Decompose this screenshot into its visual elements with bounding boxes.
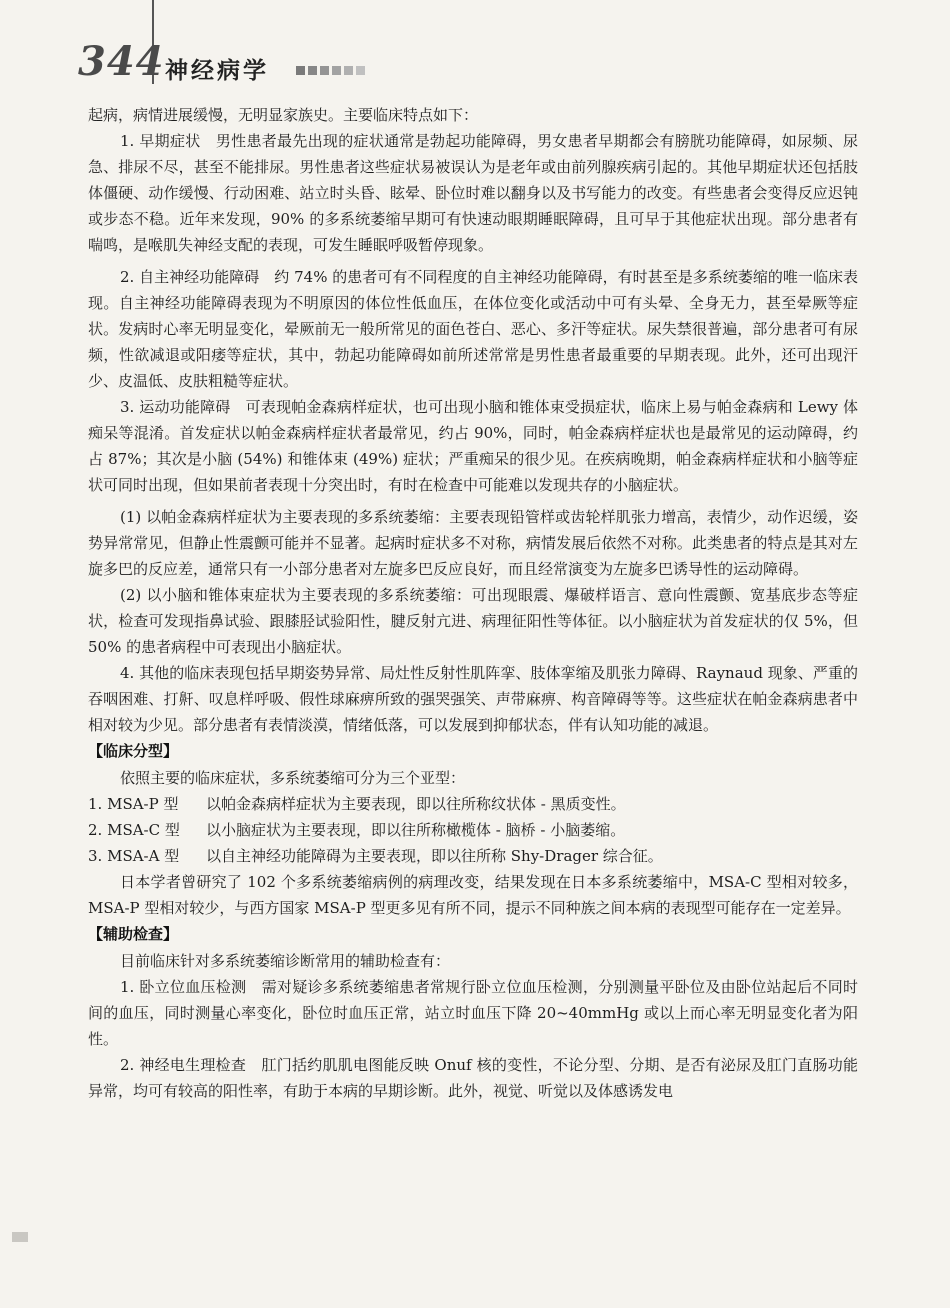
paragraph-intro: 起病，病情进展缓慢，无明显家族史。主要临床特点如下： bbox=[88, 106, 479, 124]
paragraph-motor-dysfunction: 3. 运动功能障碍 可表现帕金森病样症状，也可出现小脑和锥体束受损症状，临床上易与帕金森病和 Lewy 体痴呆等混淆。首发症状以帕金森病样症状者最常见，约占 90%，同时，帕金森病样症状也是最常见的运动障碍，约占 87%；其次是小脑 (54%) 和锥体束 (49%) 症状；严重痴呆的很少见。在疾病晚期，帕金森病样症状和小脑等症状可同时出现，但如果前者表现十分突出时，有时在检查中可能难以发现共存的小脑症状。 bbox=[88, 398, 858, 494]
subtype-msa-c bbox=[88, 817, 858, 843]
margin-mark bbox=[12, 1232, 28, 1242]
header-dot bbox=[356, 66, 365, 75]
subtype-name: 2. MSA-C 型 bbox=[88, 821, 180, 839]
header-dot bbox=[320, 66, 329, 75]
subtype-msa-p bbox=[88, 791, 858, 817]
paragraph-msa-cerebellar: (2) 以小脑和锥体束症状为主要表现的多系统萎缩：可出现眼震、爆破样语言、意向性震颤、宽基底步态等症状，检查可发现指鼻试验、跟膝胫试验阳性，腱反射亢进、病理征阳性等体征。以小脑症状为首发症状的仅 5%，但 50% 的患者病程中可表现出小脑症状。 bbox=[88, 586, 858, 656]
page-number: 344 bbox=[78, 38, 165, 85]
heading-auxiliary-exams: 【辅助检查】 bbox=[88, 925, 179, 943]
page-body bbox=[88, 102, 858, 1104]
clinical-types-intro: 依照主要的临床症状，多系统萎缩可分为三个亚型： bbox=[120, 769, 466, 787]
book-title: 神经病学 bbox=[165, 58, 269, 84]
paragraph-early-symptoms: 1. 早期症状 男性患者最先出现的症状通常是勃起功能障碍，男女患者早期都会有膀胱功能障碍，如尿频、尿急、排尿不尽，甚至不能排尿。男性患者这些症状易被误认为是老年或由前列腺疾病引起的。其他早期症状还包括肢体僵硬、动作缓慢、行动困难、站立时头昏、眩晕、卧位时难以翻身以及书写能力的改变。有些患者会变得反应迟钝或步态不稳。近年来发现，90% 的多系统萎缩早期可有快速动眼期睡眠障碍，且可早于其他症状出现。部分患者有喘鸣，是喉肌失神经支配的表现，可发生睡眠呼吸暂停现象。 bbox=[88, 132, 858, 254]
paragraph-japanese-study: 日本学者曾研究了 102 个多系统萎缩病例的病理改变，结果发现在日本多系统萎缩中，MSA-C 型相对较多，MSA-P 型相对较少，与西方国家 MSA-P 型更多见有所不同，提示不同种族之间本病的表现型可能存在一定差异。 bbox=[88, 873, 858, 917]
heading-clinical-types: 【临床分型】 bbox=[88, 742, 179, 760]
auxiliary-exams-intro: 目前临床针对多系统萎缩诊断常用的辅助检查有： bbox=[120, 952, 451, 970]
subtype-name: 1. MSA-P 型 bbox=[88, 795, 179, 813]
paragraph-msa-parkinsonism: (1) 以帕金森病样症状为主要表现的多系统萎缩：主要表现铅管样或齿轮样肌张力增高，表情少，动作迟缓，姿势异常常见，但静止性震颤可能并不显著。起病时症状多不对称，病情发展后依然不对称。此类患者的特点是其对左旋多巴的反应差，通常只有一小部分患者对左旋多巴反应良好，而且经常演变为左旋多巴诱导性的运动障碍。 bbox=[88, 508, 858, 578]
paragraph-electrophysiology: 2. 神经电生理检查 肛门括约肌肌电图能反映 Onuf 核的变性，不论分型、分期、是否有泌尿及肛门直肠功能异常，均可有较高的阳性率，有助于本病的早期诊断。此外，视觉、听觉以及体感诱发电 bbox=[88, 1056, 858, 1100]
header-decoration bbox=[296, 66, 365, 75]
header-dot bbox=[332, 66, 341, 75]
subtype-desc: 以自主神经功能障碍为主要表现，即以往所称 Shy-Drager 综合征。 bbox=[206, 847, 663, 865]
header-dot bbox=[344, 66, 353, 75]
subtype-name: 3. MSA-A 型 bbox=[88, 847, 180, 865]
paragraph-other-manifestations: 4. 其他的临床表现包括早期姿势异常、局灶性反射性肌阵挛、肢体挛缩及肌张力障碍、Raynaud 现象、严重的吞咽困难、打鼾、叹息样呼吸、假性球麻痹所致的强哭强笑、声带麻痹、构音障碍等等。这些症状在帕金森病患者中相对较为少见。部分患者有表情淡漠，情绪低落，可以发展到抑郁状态，伴有认知功能的减退。 bbox=[88, 664, 858, 734]
paragraph-autonomic-dysfunction: 2. 自主神经功能障碍 约 74% 的患者可有不同程度的自主神经功能障碍，有时甚至是多系统萎缩的唯一临床表现。自主神经功能障碍表现为不明原因的体位性低血压，在体位变化或活动中可有头晕、全身无力，甚至晕厥等症状。发病时心率无明显变化，晕厥前无一般所常见的面色苍白、恶心、多汗等症状。尿失禁很普遍，部分患者可有尿频，性欲减退或阳痿等症状，其中，勃起功能障碍如前所述常常是男性患者最重要的早期表现。此外，还可出现汗少、皮温低、皮肤粗糙等症状。 bbox=[88, 268, 858, 390]
subtype-desc: 以小脑症状为主要表现，即以往所称橄榄体 - 脑桥 - 小脑萎缩。 bbox=[206, 821, 626, 839]
subtype-desc: 以帕金森病样症状为主要表现，即以往所称纹状体 - 黑质变性。 bbox=[206, 795, 626, 813]
header-dot bbox=[308, 66, 317, 75]
paragraph-orthostatic-bp-test: 1. 卧立位血压检测 需对疑诊多系统萎缩患者常规行卧立位血压检测，分别测量平卧位及由卧位站起后不同时间的血压，同时测量心率变化，卧位时血压正常，站立时血压下降 20~40mmHg 或以上而心率无明显变化者为阳性。 bbox=[88, 978, 858, 1048]
header-dot bbox=[296, 66, 305, 75]
subtype-msa-a bbox=[88, 843, 858, 869]
